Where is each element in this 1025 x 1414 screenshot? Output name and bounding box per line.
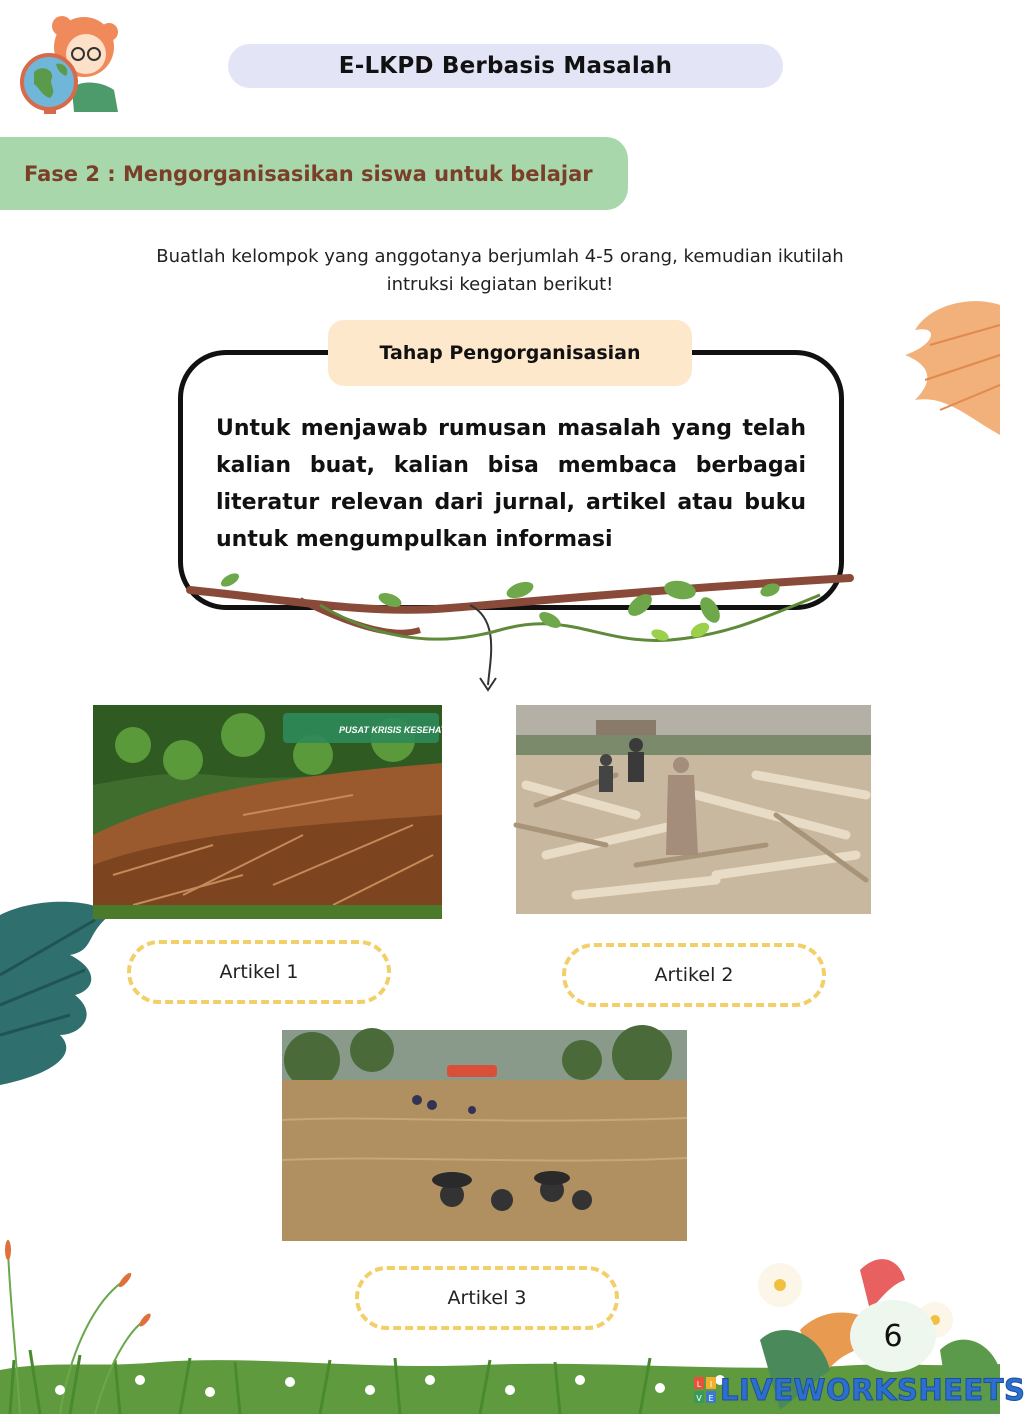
flood-water-photo <box>282 1030 687 1241</box>
instruction-line-2: intruksi kegiatan berikut! <box>386 274 614 295</box>
instruction-text <box>100 243 900 299</box>
logo-blocks-icon <box>694 1377 716 1403</box>
header-title: E-LKPD Berbasis Masalah <box>338 53 673 79</box>
teal-leaf-decoration <box>0 895 115 1090</box>
article-3-label: Artikel 3 <box>447 1287 527 1309</box>
logo-block-letter-1: L <box>696 1380 702 1389</box>
logo-block-letter-3: V <box>696 1394 702 1403</box>
photo1-watermark: PUSAT KRISIS KESEHATAN <box>339 725 459 735</box>
logo-block-letter-2: I <box>709 1380 713 1389</box>
stage-label-text: Tahap Pengorganisasian <box>379 342 641 364</box>
vine-branch-decoration <box>170 560 860 700</box>
header-banner <box>228 44 783 88</box>
article-2-label: Artikel 2 <box>654 964 734 986</box>
article-1-button[interactable] <box>127 940 391 1004</box>
phase-title: Fase 2 : Mengorganisasikan siswa untuk belajar <box>24 161 593 186</box>
mascot-globe-illustration <box>14 12 126 116</box>
article-2-button[interactable] <box>562 943 826 1007</box>
stage-label <box>328 320 692 386</box>
article-1-label: Artikel 1 <box>219 961 299 983</box>
brand-text: LIVEWORKSHEETS <box>720 1373 1025 1407</box>
liveworksheets-logo <box>694 1372 1025 1408</box>
deforestation-photo <box>93 705 459 919</box>
page-number: 6 <box>883 1318 903 1354</box>
stage-description: Untuk menjawab rumusan masalah yang telah kalian buat, kalian bisa membaca berbagai literatur relevan dari jurnal, artikel atau buku untuk mengumpulkan informasi <box>216 416 806 552</box>
orange-leaf-decoration <box>890 285 1000 445</box>
flood-debris-photo <box>516 705 871 914</box>
logo-block-letter-4: E <box>708 1394 714 1403</box>
instruction-line-1: Buatlah kelompok yang anggotanya berjumlah 4-5 orang, kemudian ikutilah <box>156 246 844 267</box>
phase-banner <box>0 137 628 210</box>
page-number-badge <box>850 1300 936 1372</box>
